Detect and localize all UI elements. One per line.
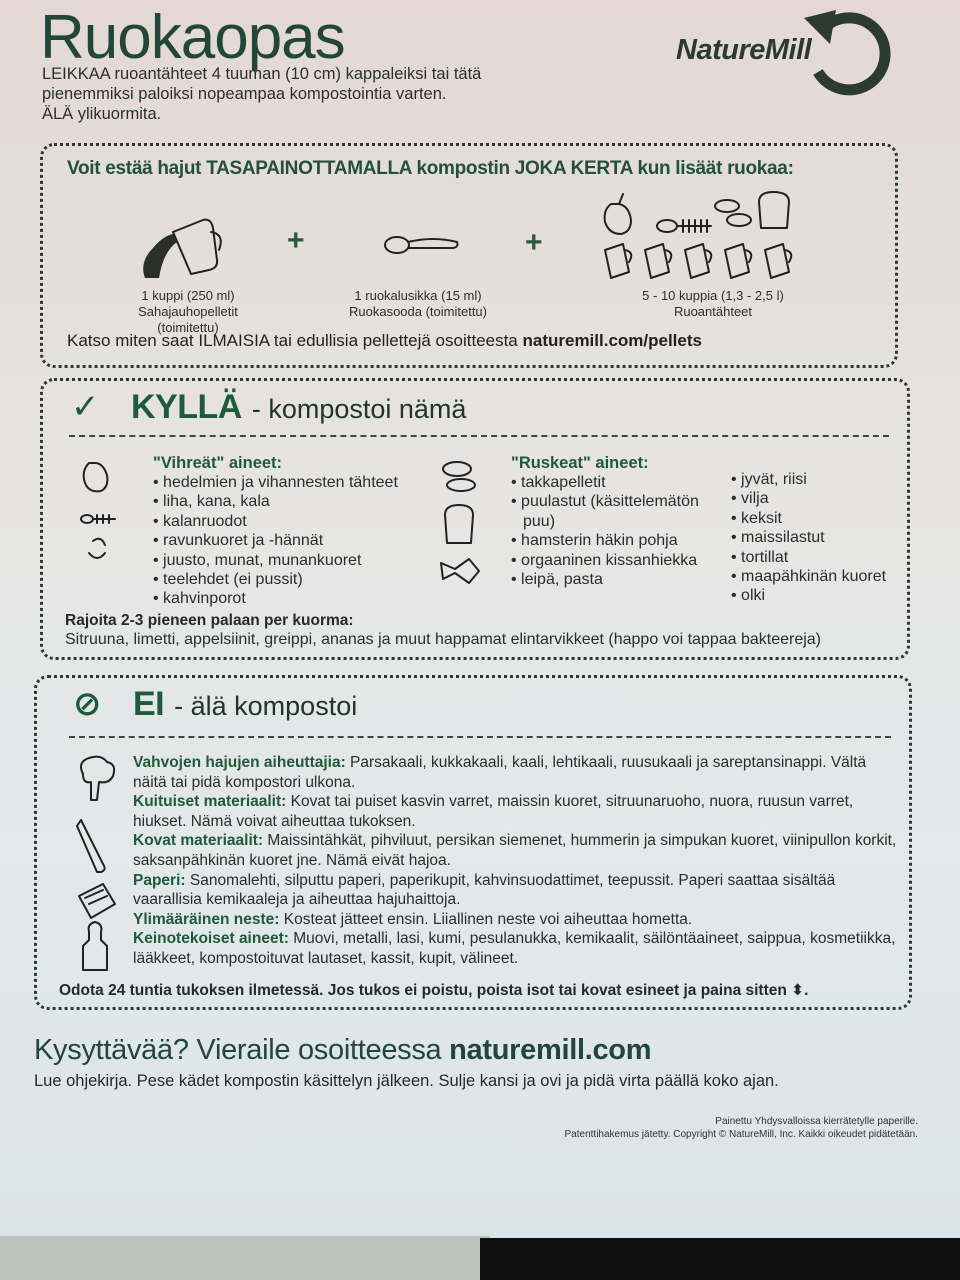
website-link[interactable]: naturemill.com [449,1034,652,1066]
background-surface [0,1236,490,1280]
questions-text: Kysyttävää? Vieraile osoitteessa [34,1034,450,1066]
ingredient-amount: 1 ruokalusikka (15 ml) [354,288,482,303]
no-item-text: Muovi, metalli, lasi, kumi, pesulanukka, kemikaalit, säilöntäaineet, saippua, kosmetiikka, lääkkeet, kompostoituvat lautaset, kassit, kupit, välineet. [133,930,896,967]
eggshell-icon [89,539,105,558]
no-items-icons [73,754,123,974]
limit-text: Sitruuna, limetti, appelsiinit, greippi, ananas ja muut happamat elintarvikkeet (happo voi tappaa bakteereja) [65,631,821,648]
page-title: Ruokaopas [40,3,345,72]
ingredient-label: Ruokasooda (toimitettu) [348,304,487,319]
no-item-text: Kovat tai puiset kasvin varret, maissin kuoret, sitruunaruoho, nuora, ruusun varret, hiukset. Nämä voivat aiheuttaa tukoksen. [133,793,854,830]
apple-core-icon [84,463,108,491]
fine-print-copyright: Patenttihakemus jätetty. Copyright © NatureMill, Inc. Kaikki oikeudet pidätetään. [564,1129,918,1140]
greens-list [153,473,398,609]
browns-list-2 [731,470,886,606]
no-item-artificial [133,929,903,968]
list-item: • tortillat [731,548,886,567]
pellets-link[interactable]: naturemill.com/pellets [522,331,702,350]
usage-hint: Lue ohjekirja. Pese kädet kompostin käsittelyn jälkeen. Sulje kansi ja ovi ja pidä virta päällä koko ajan. [34,1072,779,1090]
divider [69,736,891,738]
list-item: • hamsterin häkin pohja [511,531,699,550]
browns-heading: "Ruskeat" aineet: [511,454,649,472]
compost-yes-box [40,378,910,660]
bread-slice-icon [445,505,473,543]
list-item: • hedelmien ja vihannesten tähteet [153,473,398,492]
intro-line: ÄLÄ ylikuormita. [42,105,162,123]
list-item: • kalanruodot [153,512,398,531]
wait-note: Odota 24 tuntia tukoksen ilmetessä. Jos tukos ei poistu, poista isot tai kovat esineet ja paina sitten ⬍. [59,982,809,999]
balance-heading: Voit estää hajut TASAPAINOTTAMALLA kompostin JOKA KERTA kun lisäät ruokaa: [67,158,794,179]
list-item: • ravunkuoret ja -hännät [153,531,398,550]
pellet-note [67,331,702,351]
no-item-fibrous [133,792,903,831]
list-item: • keksit [731,509,886,528]
no-title-rest: - älä kompostoi [174,691,358,721]
no-item-label: Keinotekoiset aineet: [133,930,289,948]
ingredient-food-scraps [623,288,803,320]
no-item-label: Paperi: [133,871,186,889]
list-item: • leipä, pasta [511,570,699,589]
newspaper-icon [79,884,115,918]
ingredient-amount: 5 - 10 kuppia (1,3 - 2,5 l) [642,288,784,303]
yes-title-rest: - kompostoi nämä [251,394,467,424]
spray-bottle-icon [83,922,107,970]
pasta-bowtie-icon [441,559,479,583]
no-item-text: Maissintähkät, pihviluut, persikan siemenet, hummerin ja simpukan kuoret, viinipullon korkit, saksanpähkinän kuoret jne. Nämä eivät hajoa. [133,832,897,869]
tablespoon-icon [383,230,463,260]
yes-title-big: KYLLÄ [131,388,242,426]
no-title-big: EI [133,685,165,723]
greens-heading: "Vihreät" aineet: [153,454,283,472]
no-item-text: Kosteat jätteet ensin. Liiallinen neste voi aiheuttaa hometta. [279,910,693,928]
list-item: • olki [731,586,886,605]
pellet-cup-pour-icon [133,212,228,282]
divider [69,435,889,437]
prohibited-icon: ⊘ [73,685,102,723]
ingredient-baking-soda [338,288,498,320]
intro-line: LEIKKAA ruoantähteet 4 tuuman (10 cm) kappaleiksi tai tätä [42,65,482,83]
browns-column [511,454,699,589]
logo-text: NatureMill [676,34,812,66]
fine-print-printed: Painettu Yhdysvalloissa kierrätetylle paperille. [715,1116,918,1127]
no-title [73,684,357,724]
checkmark-icon: ✓ [71,388,100,426]
broccoli-icon [81,757,114,800]
list-item: • puulastut (käsittelemätön [511,492,699,511]
list-item: • vilja [731,489,886,508]
fish-bone-icon [81,515,93,523]
recycle-arrow-icon [796,0,896,100]
background-dark-surface [480,1238,960,1280]
browns-icons [435,459,485,589]
no-item-label: Kovat materiaalit: [133,832,264,850]
list-item: • maapähkinän kuoret [731,567,886,586]
list-item-continuation: puu) [523,512,556,530]
list-item: • jyvät, riisi [731,470,886,489]
ingredient-label: Sahajauhopelletit (toimitettu) [138,304,238,335]
limit-title: Rajoita 2-3 pieneen palaan per kuorma: [65,612,354,629]
balance-box [40,143,898,368]
list-item: • teelehdet (ei pussit) [153,570,398,589]
greens-icons [79,457,119,567]
list-item: • orgaaninen kissanhiekka [511,551,699,570]
no-items-list [133,753,903,969]
no-item-label: Vahvojen hajujen aiheuttajia: [133,754,346,771]
no-item-label: Kuituiset materiaalit: [133,793,287,811]
no-item-paper [133,871,903,910]
browns-column-2 [731,470,886,606]
compost-no-box [34,675,912,1010]
peanut-shell-icon [443,462,471,476]
list-item: • liha, kana, kala [153,492,398,511]
no-item-text: Sanomalehti, silputtu paperi, paperikupit, kahvinsuodattimet, teepussit. Paperi saattaa sisältää vaarallisia kemikaaleja ja aiheuttaa hajuhaittoja. [133,871,836,909]
food-scraps-cups-icon [599,188,809,288]
corn-icon [77,820,105,872]
intro-line: pienemmiksi paloiksi nopeampaa kompostointia varten. [42,85,447,103]
intro-text [42,64,562,124]
list-item: • kahvinporot [153,589,398,608]
questions-line [34,1034,651,1067]
list-item: • maissilastut [731,528,886,547]
ingredient-label: Ruoantähteet [673,304,753,319]
ingredient-amount: 1 kuppi (250 ml) [141,288,235,303]
yes-title [71,387,466,427]
no-item-label: Ylimääräinen neste: [133,910,280,928]
no-item-hard [133,831,903,870]
list-item: • juusto, munat, munankuoret [153,551,398,570]
greens-column [153,454,398,609]
ingredient-pellets [113,288,263,336]
no-item-odors [133,753,903,792]
plus-sign: + [287,224,305,257]
no-item-liquid [133,910,903,930]
browns-list-1 [511,473,699,589]
list-item: • takkapelletit [511,473,699,492]
pellet-note-text: Katso miten saat ILMAISIA tai edullisia pellettejä osoitteesta [67,331,523,350]
plus-sign: + [525,226,543,259]
naturemill-logo [676,0,906,110]
no-item-text: Parsakaali, kukkakaali, kaali, lehtikaali, ruusukaali ja sareptansinappi. Vältä näitä tai pidä kompostori ulkona. [133,754,867,791]
